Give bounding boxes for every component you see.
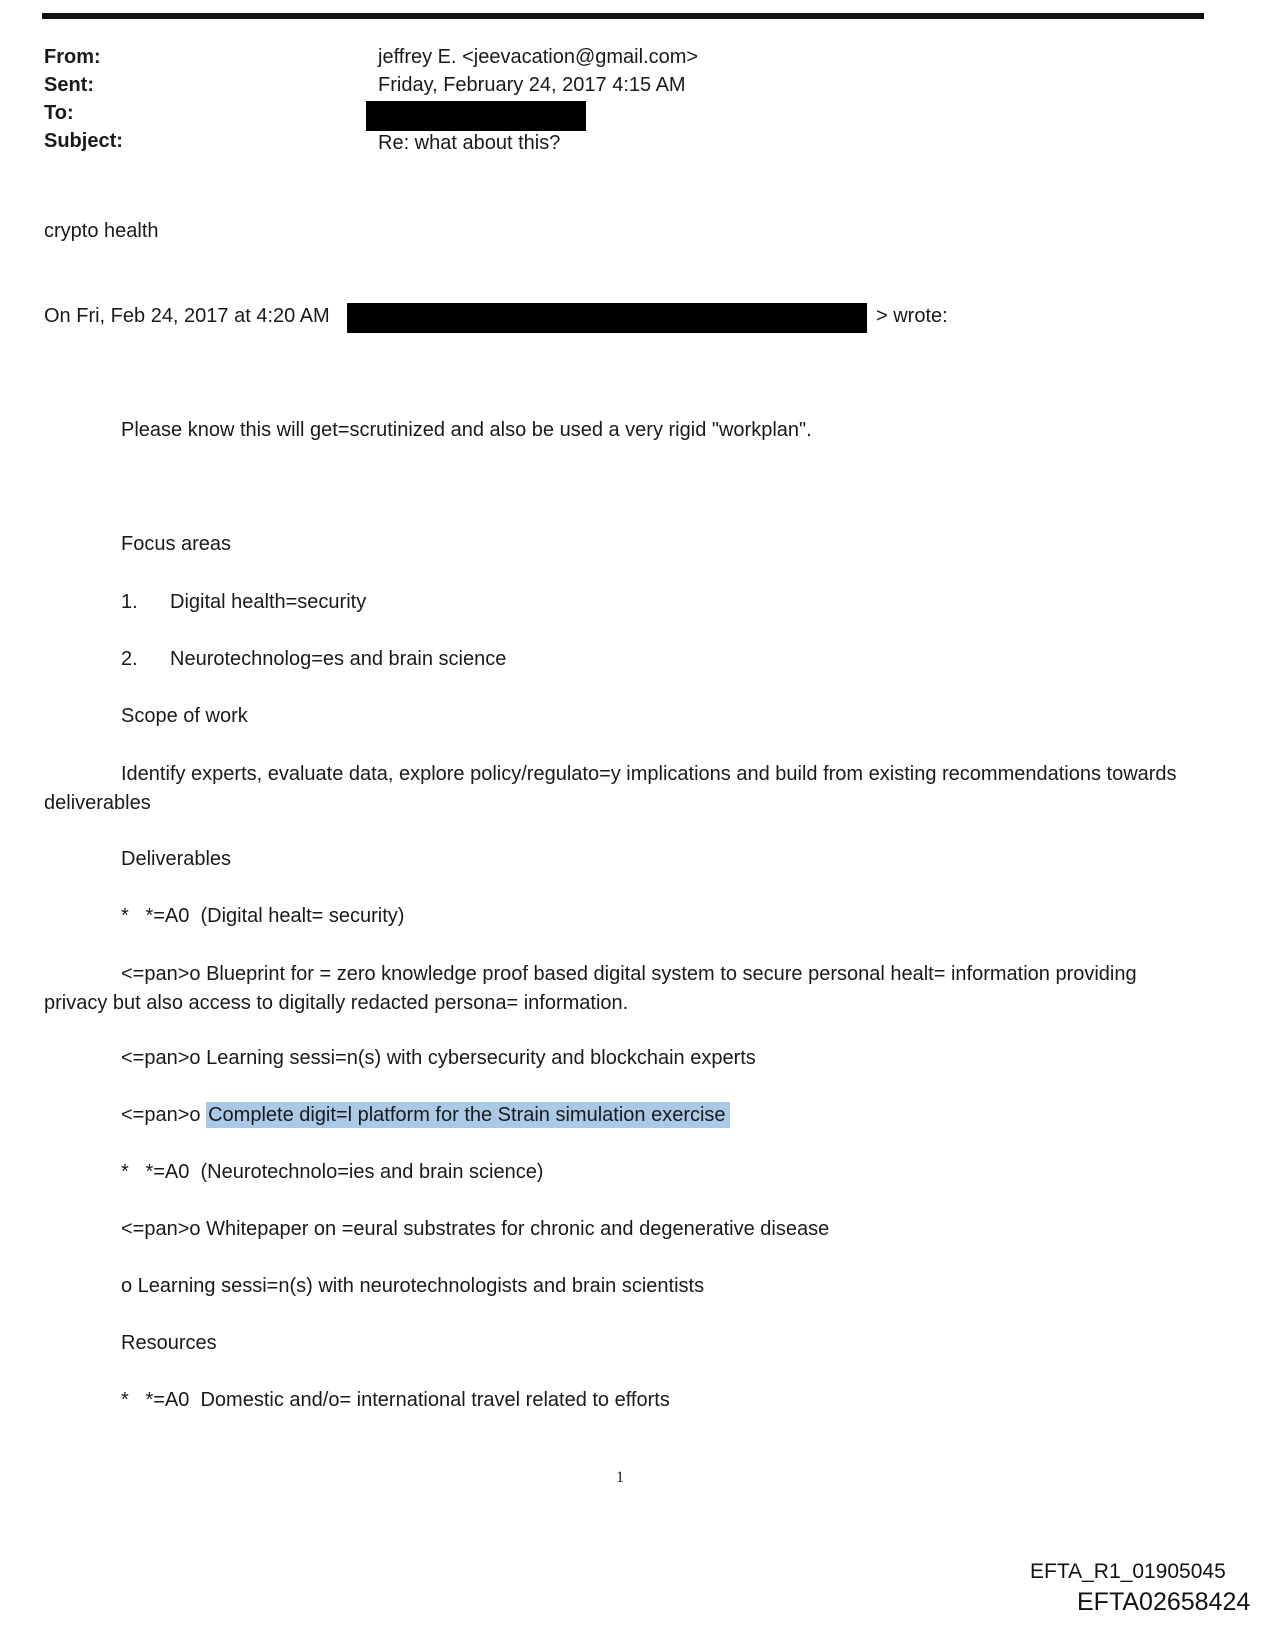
highlighted-text: Complete digit=l platform for the Strain simulation exercise bbox=[206, 1102, 729, 1128]
scope-heading: Scope of work bbox=[121, 705, 248, 727]
from-value: jeffrey E. <jeevacation@gmail.com> bbox=[378, 46, 699, 68]
bates-stamp-2: EFTA02658424 bbox=[1077, 1588, 1251, 1616]
deliverable-platform-prefix: <=pan>o bbox=[121, 1104, 201, 1126]
paragraph-workplan: Please know this will get=scrutinized and also be used a very rigid "workplan". bbox=[121, 419, 812, 441]
resource-travel: * *=A0 Domestic and/o= international travel related to efforts bbox=[121, 1389, 670, 1411]
quote-intro: On Fri, Feb 24, 2017 at 4:20 AM bbox=[44, 305, 330, 327]
sent-label: Sent: bbox=[44, 74, 94, 96]
scope-text: Identify experts, evaluate data, explore policy/regulato=y implications and build from existing recommendations towards deliverables bbox=[44, 763, 1177, 814]
subject-value: Re: what about this? bbox=[378, 132, 561, 154]
to-label: To: bbox=[44, 102, 74, 124]
bates-stamp-1: EFTA_R1_01905045 bbox=[1030, 1560, 1226, 1583]
focus-item-2-number: 2. bbox=[121, 648, 138, 670]
redaction-to bbox=[366, 101, 586, 131]
deliverable-learning-cyber: <=pan>o Learning sessi=n(s) with cybersecurity and blockchain experts bbox=[121, 1047, 756, 1069]
resources-heading: Resources bbox=[121, 1332, 217, 1354]
reply-text: crypto health bbox=[44, 220, 159, 242]
deliverable-learning-neuro: o Learning sessi=n(s) with neurotechnologists and brain scientists bbox=[121, 1275, 705, 1297]
quote-wrote: > wrote: bbox=[876, 305, 948, 327]
subject-label: Subject: bbox=[44, 130, 123, 152]
from-label: From: bbox=[44, 46, 101, 68]
focus-item-1-number: 1. bbox=[121, 591, 138, 613]
page-number: 1 bbox=[616, 1469, 624, 1486]
deliverable-blueprint: <=pan>o Blueprint for = zero knowledge proof based digital system to secure personal healt= information providing privacy but also access to digitally redacted persona= information. bbox=[44, 963, 1137, 1014]
deliverable-neurotech: * *=A0 (Neurotechnolo=ies and brain science) bbox=[121, 1161, 544, 1183]
focus-item-2-text: Neurotechnolog=es and brain science bbox=[170, 648, 507, 670]
sent-value: Friday, February 24, 2017 4:15 AM bbox=[378, 74, 686, 96]
deliverable-digital-health: * *=A0 (Digital healt= security) bbox=[121, 905, 405, 927]
deliverable-whitepaper: <=pan>o Whitepaper on =eural substrates for chronic and degenerative disease bbox=[121, 1218, 830, 1240]
redaction-sender bbox=[347, 303, 867, 333]
top-rule bbox=[42, 13, 1204, 19]
focus-heading: Focus areas bbox=[121, 533, 232, 555]
deliverables-heading: Deliverables bbox=[121, 848, 232, 870]
focus-item-1-text: Digital health=security bbox=[170, 591, 367, 613]
deliverable-platform bbox=[121, 1102, 730, 1129]
